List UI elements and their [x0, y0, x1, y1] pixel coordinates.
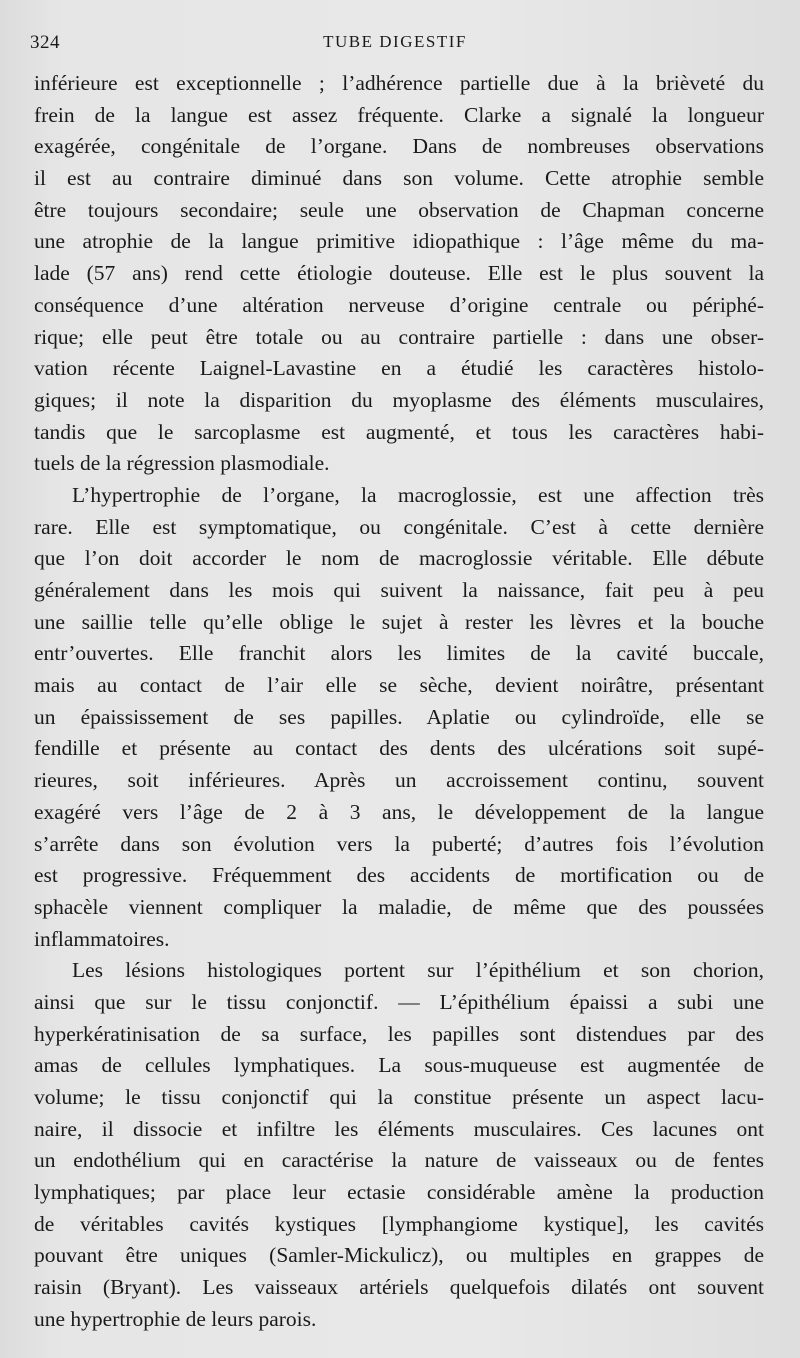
text-line: une atrophie de la langue primitive idiopathique : l’âge même du ma- [34, 229, 764, 254]
text-line: entr’ouvertes. Elle franchit alors les limites de la cavité buccale, [34, 641, 764, 666]
page-header [30, 32, 760, 56]
text-line: lade (57 ans) rend cette étiologie douteuse. Elle est le plus souvent la [34, 261, 764, 286]
paragraph-2 [34, 480, 764, 955]
text-line: L’hypertrophie de l’organe, la macroglossie, est une affection très [72, 482, 764, 507]
text-line: giques; il note la disparition du myoplasme des éléments musculaires, [34, 387, 764, 412]
text-line: amas de cellules lymphatiques. La sous-muqueuse est augmentée de [34, 1053, 764, 1078]
text-line: il est au contraire diminué dans son volume. Cette atrophie semble [34, 166, 764, 191]
text-line: exagéré vers l’âge de 2 à 3 ans, le développement de la langue [34, 799, 764, 824]
page-number: 324 [30, 32, 60, 53]
paragraph-3 [34, 955, 764, 1335]
text-line: s’arrête dans son évolution vers la puberté; d’autres fois l’évolution [34, 831, 764, 856]
text-line: mais au contact de l’air elle se sèche, devient noirâtre, présentant [34, 673, 764, 698]
text-line: ainsi que sur le tissu conjonctif. — L’épithélium épaissi a subi une [34, 989, 764, 1014]
text-line: lymphatiques; par place leur ectasie considérable amène la production [34, 1180, 764, 1205]
text-line: un endothélium qui en caractérise la nature de vaisseaux ou de fentes [34, 1148, 764, 1173]
text-line: tuels de la régression plasmodiale. [34, 451, 330, 476]
text-line: généralement dans les mois qui suivent la naissance, fait peu à peu [34, 578, 764, 602]
text-line: être toujours secondaire; seule une observation de Chapman concerne [34, 197, 764, 222]
paragraph-1 [34, 68, 764, 480]
text-line: une saillie telle qu’elle oblige le sujet à rester les lèvres et la bouche [34, 609, 764, 634]
text-line: que l’on doit accorder le nom de macroglossie véritable. Elle débute [34, 546, 764, 571]
text-line: inférieure est exceptionnelle ; l’adhérence partielle due à la brièveté du [34, 71, 764, 95]
text-line: Les lésions histologiques portent sur l’épithélium et son chorion, [72, 958, 764, 983]
text-line: inflammatoires. [34, 926, 170, 951]
text-line: volume; le tissu conjonctif qui la constitue présente un aspect lacu- [34, 1085, 764, 1109]
body-text [34, 68, 764, 1336]
text-line: rieures, soit inférieures. Après un accroissement continu, souvent [34, 768, 764, 793]
text-line: rare. Elle est symptomatique, ou congénitale. C’est à cette dernière [34, 514, 764, 539]
text-line: conséquence d’une altération nerveuse d’origine centrale ou périphé- [34, 292, 764, 317]
text-line: fendille et présente au contact des dents des ulcérations soit supé- [34, 736, 764, 761]
text-line: tandis que le sarcoplasme est augmenté, et tous les caractères habi- [34, 419, 764, 444]
text-line: une hypertrophie de leurs parois. [34, 1306, 317, 1331]
running-head: TUBE DIGESTIF [323, 32, 467, 51]
text-line: est progressive. Fréquemment des accidents de mortification ou de [34, 863, 764, 888]
text-line: de véritables cavités kystiques [lymphangiome kystique], les cavités [34, 1211, 764, 1236]
text-line: naire, il dissocie et infiltre les éléments musculaires. Ces lacunes ont [34, 1116, 764, 1141]
text-line: frein de la langue est assez fréquente. Clarke a signalé la longueur [34, 102, 764, 127]
text-line: exagérée, congénitale de l’organe. Dans de nombreuses observations [34, 134, 764, 159]
text-line: un épaississement de ses papilles. Aplatie ou cylindroïde, elle se [34, 704, 764, 729]
text-line: vation récente Laignel-Lavastine en a étudié les caractères histolo- [34, 356, 764, 381]
text-line: raisin (Bryant). Les vaisseaux artériels quelquefois dilatés ont souvent [34, 1275, 764, 1300]
text-line: sphacèle viennent compliquer la maladie, de même que des poussées [34, 894, 764, 919]
text-line: pouvant être uniques (Samler-Mickulicz), ou multiples en grappes de [34, 1243, 764, 1268]
text-line: rique; elle peut être totale ou au contraire partielle : dans une obser- [34, 324, 764, 349]
text-line: hyperkératinisation de sa surface, les papilles sont distendues par des [34, 1021, 764, 1046]
